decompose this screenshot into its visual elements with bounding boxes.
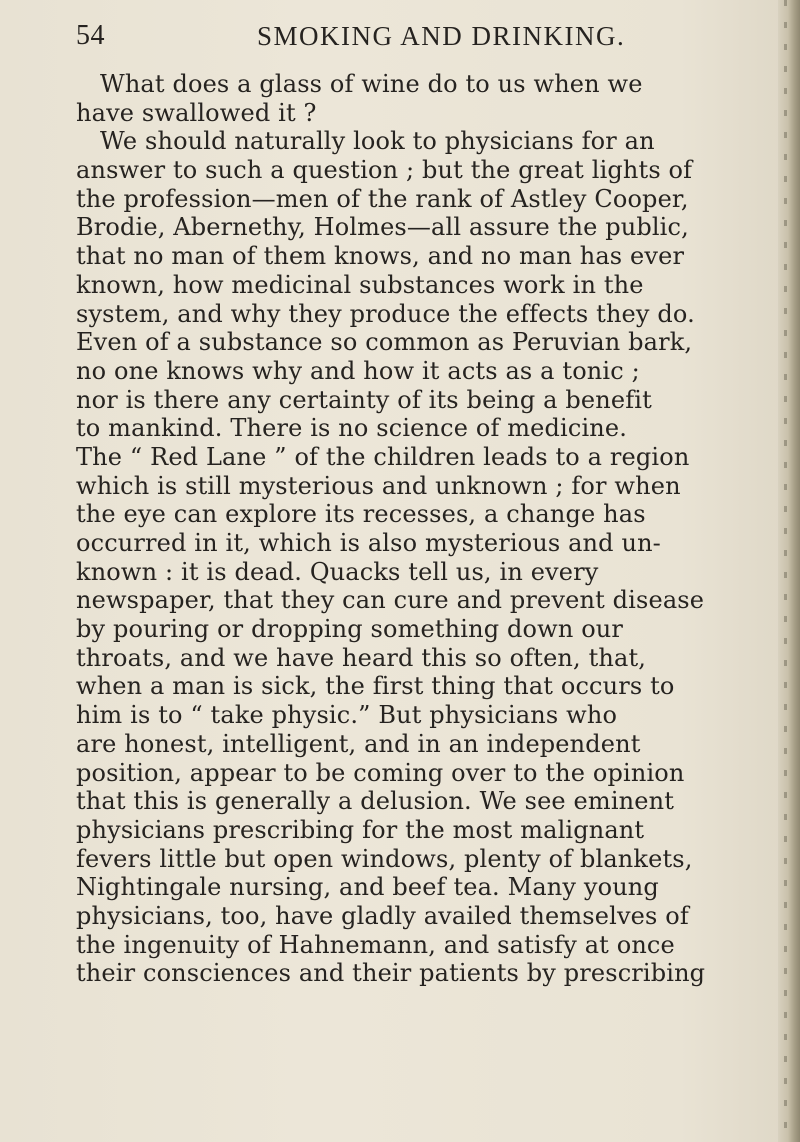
text-line: him is to “ take physic.” But physicians who xyxy=(76,701,618,730)
text-line: their consciences and their patients by prescribing xyxy=(76,959,706,988)
text-line: the profession—men of the rank of Astley Cooper, xyxy=(76,184,689,213)
text-line: by pouring or dropping something down our xyxy=(76,615,624,644)
text-line: fevers little but open windows, plenty of blankets, xyxy=(76,844,693,873)
text-line: to mankind. There is no science of medicine. xyxy=(76,414,628,443)
text-line: The “ Red Lane ” of the children leads to a region xyxy=(76,442,690,471)
text-line: Even of a substance so common as Peruvian bark, xyxy=(76,328,693,357)
text-line: when a man is sick, the first thing that occurs to xyxy=(76,672,675,701)
page-number: 54 xyxy=(76,20,105,51)
text-line: the ingenuity of Hahnemann, and satisfy at once xyxy=(76,930,675,959)
text-line: that no man of them knows, and no man has ever xyxy=(76,242,685,271)
page-edge-shadow xyxy=(778,0,800,1142)
text-line: have swallowed it ? xyxy=(76,98,317,127)
text-line: throats, and we have heard this so often, that, xyxy=(76,643,647,672)
text-line: Nightingale nursing, and beef tea. Many young xyxy=(76,873,659,902)
body-text xyxy=(76,70,766,988)
text-line: nor is there any certainty of its being a benefit xyxy=(76,385,652,414)
text-line: position, appear to be coming over to the opinion xyxy=(76,758,685,787)
text-line: answer to such a question ; but the great lights of xyxy=(76,156,693,185)
text-line: known : it is dead. Quacks tell us, in every xyxy=(76,557,599,586)
text-line: What does a glass of wine do to us when we xyxy=(100,70,643,98)
text-line: are honest, intelligent, and in an independent xyxy=(76,729,641,758)
text-line: We should naturally look to physicians for an xyxy=(100,127,655,156)
text-line: no one knows why and how it acts as a tonic ; xyxy=(76,356,640,385)
text-line: Brodie, Abernethy, Holmes—all assure the public, xyxy=(76,213,689,242)
text-line: physicians, too, have gladly availed themselves of xyxy=(76,901,689,930)
text-line: system, and why they produce the effects they do. xyxy=(76,299,695,328)
text-line: newspaper, that they can cure and prevent disease xyxy=(76,586,705,615)
running-head: SMOKING AND DRINKING. xyxy=(257,21,626,51)
text-line: which is still mysterious and unknown ; for when xyxy=(76,471,681,500)
text-line: occurred in it, which is also mysterious and un- xyxy=(76,529,661,557)
text-line: physicians prescribing for the most malignant xyxy=(76,815,645,844)
text-line: known, how medicinal substances work in the xyxy=(76,270,644,299)
text-line: that this is generally a delusion. We see eminent xyxy=(76,787,675,816)
page-header xyxy=(76,18,766,54)
text-line: the eye can explore its recesses, a change has xyxy=(76,500,646,529)
